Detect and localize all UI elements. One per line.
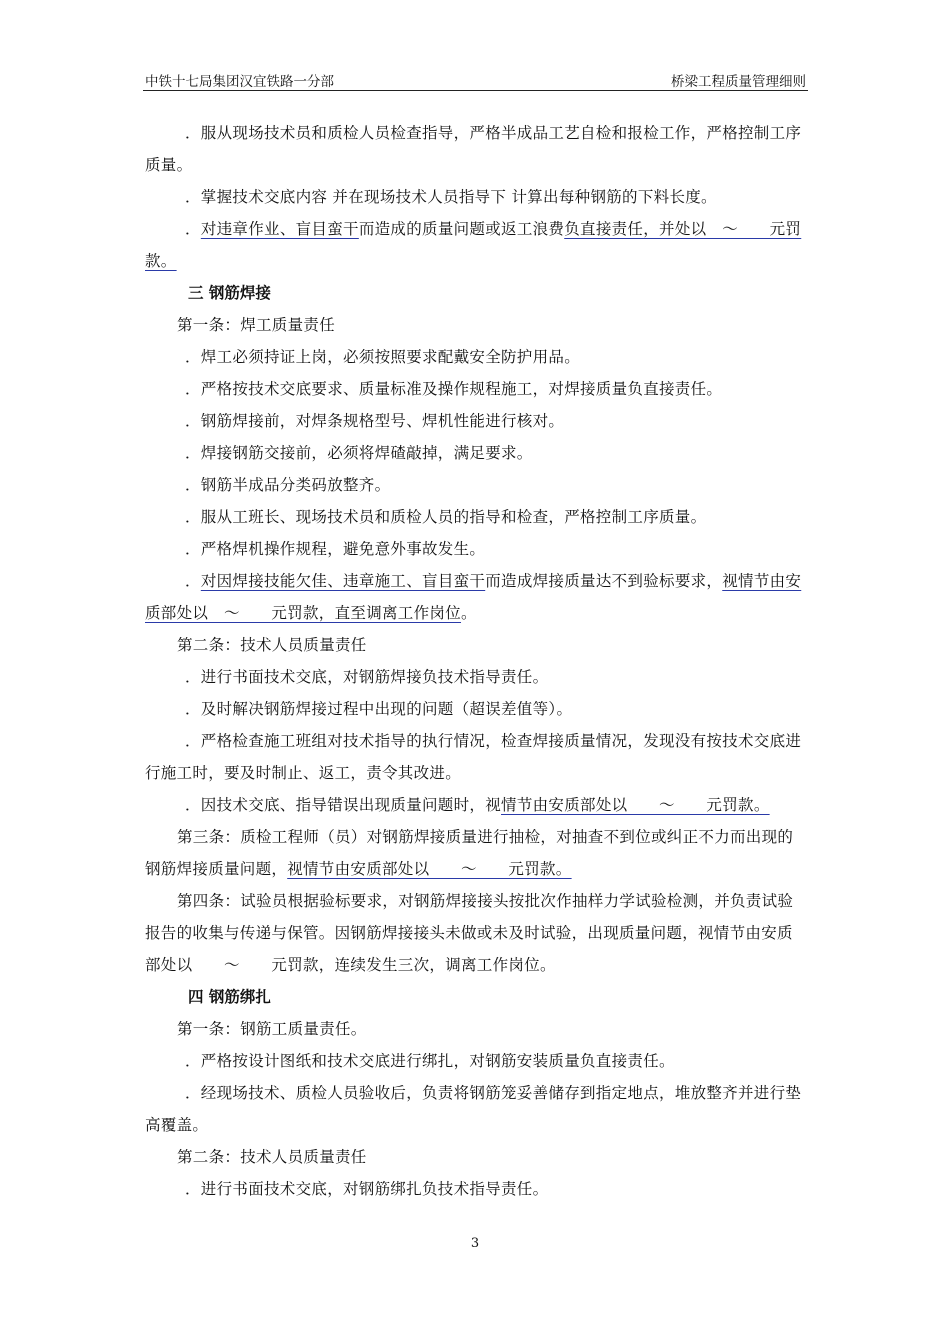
- header-organization: 中铁十七局集团汉宜铁路一分部: [145, 74, 334, 90]
- document-body: [145, 117, 807, 1205]
- paragraph: ．钢筋焊接前，对焊条规格型号、焊机性能进行核对。: [185, 412, 565, 430]
- section-heading: 三 钢筋焊接: [188, 284, 271, 302]
- paragraph: ．服从工班长、现场技术员和质检人员的指导和检查，严格控制工序质量。: [185, 508, 707, 526]
- page-header: [143, 68, 808, 91]
- paragraph: ．严格焊机操作规程，避免意外事故发生。: [185, 540, 486, 558]
- article-title: 第一条：钢筋工质量责任。: [177, 1020, 367, 1038]
- paragraph: ．经现场技术、质检人员验收后，负责将钢筋笼妥善储存到指定地点，堆放整齐并进行垫高覆盖。: [145, 1084, 802, 1134]
- paragraph: ．严格检查施工班组对技术指导的执行情况，检查焊接质量情况，发现没有按技术交底进行施工时，要及时制止、返工，责令其改进。: [145, 732, 802, 782]
- header-document-title: 桥梁工程质量管理细则: [671, 74, 806, 90]
- underlined-text: 情节由安质部处以 ～ 元罚款。: [501, 796, 770, 814]
- paragraph: ．及时解决钢筋焊接过程中出现的问题（超误差值等）。: [185, 700, 573, 718]
- paragraph: ．进行书面技术交底，对钢筋焊接负技术指导责任。: [185, 668, 549, 686]
- article-title: 第一条：焊工质量责任: [177, 316, 336, 334]
- paragraph: ．对违章作业、盲目蛮干而造成的质量问题或返工浪费负直接责任，并处以 ～ 元罚款。: [145, 220, 802, 270]
- page-number: 3: [470, 1236, 480, 1251]
- underlined-text: 对违章作业、盲目蛮干: [200, 220, 359, 238]
- paragraph: ．服从现场技术员和质检人员检查指导，严格半成品工艺自检和报检工作，严格控制工序质量。: [145, 124, 802, 174]
- underlined-text: 对因焊接技能欠佳、违章施工、盲目蛮干: [200, 572, 486, 590]
- paragraph: ．对因焊接技能欠佳、违章施工、盲目蛮干而造成焊接质量达不到验标要求，视情节由安质部处以 ～ 元罚款，直至调离工作岗位。: [145, 572, 802, 622]
- paragraph: ．进行书面技术交底，对钢筋绑扎负技术指导责任。: [185, 1180, 549, 1198]
- section-heading: 四 钢筋绑扎: [188, 988, 271, 1006]
- article-title: 第二条：技术人员质量责任: [177, 636, 367, 654]
- paragraph: ．掌握技术交底内容 并在现场技术人员指导下 计算出每种钢筋的下料长度。: [185, 188, 717, 206]
- paragraph: ．钢筋半成品分类码放整齐。: [185, 476, 391, 494]
- underlined-text: 视情节由安质部处以 ～ 元罚款。: [287, 860, 572, 878]
- underlined-text: 负直接责任，并处以 ～ 元罚款。: [145, 220, 802, 270]
- paragraph: ．焊工必须持证上岗，必须按照要求配戴安全防护用品。: [185, 348, 581, 366]
- paragraph: ．严格按技术交底要求、质量标准及操作规程施工，对焊接质量负直接责任。: [185, 380, 723, 398]
- underlined-text: 视情节由安质部处以 ～ 元罚款，直至调离工作岗位: [145, 572, 802, 622]
- paragraph: ．焊接钢筋交接前，必须将焊碴敲掉，满足要求。: [185, 444, 533, 462]
- article-paragraph: 第三条：质检工程师（员）对钢筋焊接质量进行抽检，对抽查不到位或纠正不力而出现的钢筋焊接质量问题，视情节由安质部处以 ～ 元罚款。: [145, 828, 794, 878]
- article-title: 第二条：技术人员质量责任: [177, 1148, 367, 1166]
- article-paragraph: 第四条：试验员根据验标要求，对钢筋焊接接头按批次作抽样力学试验检测，并负责试验报告的收集与传递与保管。因钢筋焊接接头未做或未及时试验，出现质量问题，视情节由安质部处以 ～ 元罚款，连续发生三次，调离工作岗位。: [145, 892, 794, 974]
- paragraph: ．因技术交底、指导错误出现质量问题时，视情节由安质部处以 ～ 元罚款。: [185, 796, 770, 814]
- paragraph: ．严格按设计图纸和技术交底进行绑扎，对钢筋安装质量负直接责任。: [185, 1052, 675, 1070]
